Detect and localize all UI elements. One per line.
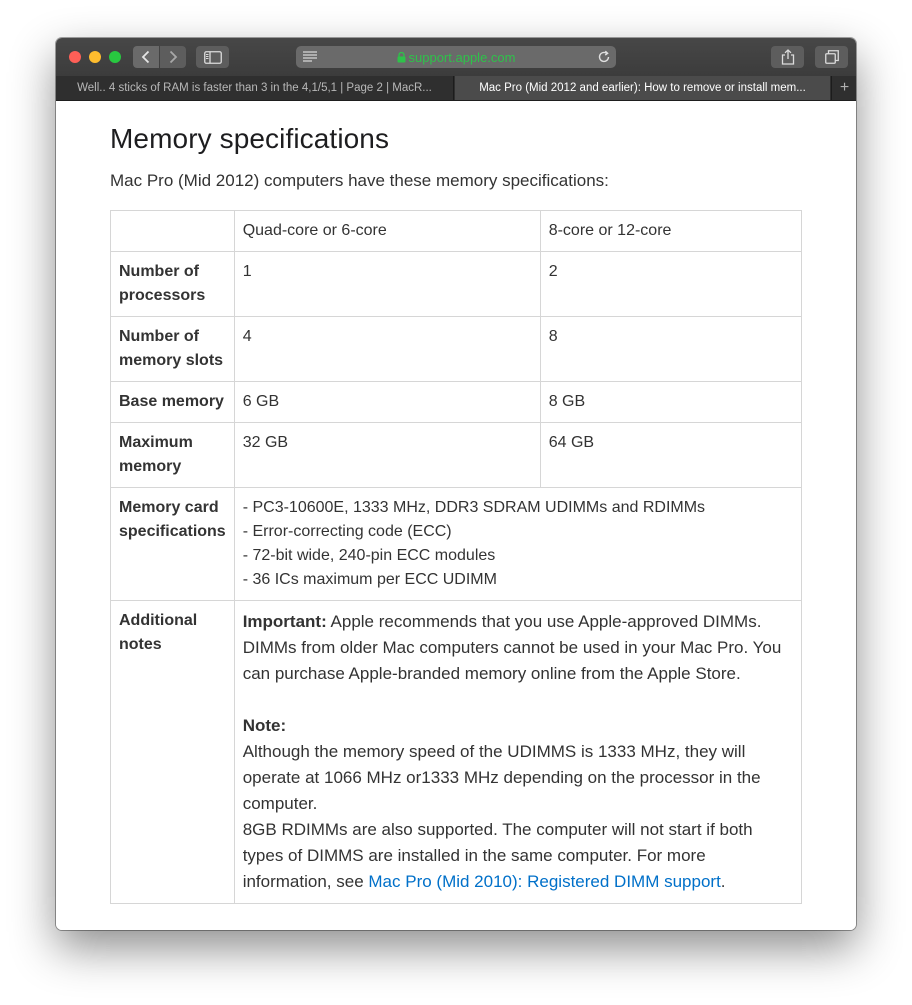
spacer — [243, 687, 793, 713]
table-row — [111, 488, 802, 601]
address-bar[interactable] — [296, 46, 616, 68]
row-label: Base memory — [111, 382, 235, 423]
row-label: Memory card specifications — [111, 488, 235, 601]
spec-line: - PC3-10600E, 1333 MHz, DDR3 SDRAM UDIMMs and RDIMMs — [242, 499, 706, 516]
lock-icon — [397, 52, 406, 63]
title-bar — [56, 38, 856, 76]
important-note — [243, 609, 793, 687]
table-cell: 8 — [540, 317, 801, 382]
row-label: Number of memory slots — [111, 317, 235, 382]
share-button[interactable] — [771, 46, 804, 68]
tab-apple-support[interactable]: Mac Pro (Mid 2012 and earlier): How to remove or install mem... — [455, 76, 830, 100]
tab-forum[interactable]: Well.. 4 sticks of RAM is faster than 3 in the 4,1/5,1 | Page 2 | MacR... — [56, 76, 454, 100]
sidebar-button[interactable] — [196, 46, 229, 68]
page-content — [56, 101, 856, 930]
forward-button[interactable] — [160, 46, 186, 68]
sidebar-icon — [204, 51, 222, 64]
note-text-2: 8GB RDIMMs are also supported. The computer will not start if both types of DIMMS are installed in the same computer. For more information, see — [242, 820, 753, 891]
table-row — [111, 601, 802, 904]
table-header-8-core: 8-core or 12-core — [540, 211, 801, 252]
tabs-overview-button[interactable] — [815, 46, 848, 68]
share-icon — [781, 49, 795, 65]
note-text-rdimm — [243, 817, 793, 895]
tabs-overview-icon — [825, 50, 839, 64]
important-text: Apple recommends that you use Apple-approved DIMMs. DIMMs from older Mac computers cannot be used in your Mac Pro. You can purchase Apple-branded memory online from the Apple Store. — [242, 612, 782, 683]
table-row — [111, 252, 802, 317]
back-button[interactable] — [133, 46, 159, 68]
table-row — [111, 382, 802, 423]
registered-dimm-link[interactable]: Mac Pro (Mid 2010): Registered DIMM support — [368, 872, 721, 891]
row-label: Number of processors — [111, 252, 235, 317]
minimize-icon[interactable] — [89, 51, 101, 63]
new-tab-button[interactable]: + — [831, 76, 856, 100]
table-cell: 1 — [234, 252, 540, 317]
browser-window — [56, 38, 856, 930]
table-cell: 4 — [234, 317, 540, 382]
spec-line: - 72-bit wide, 240-pin ECC modules — [242, 547, 496, 564]
tab-bar — [56, 76, 856, 101]
table-cell: 2 — [540, 252, 801, 317]
close-icon[interactable] — [69, 51, 81, 63]
period: . — [720, 872, 726, 891]
note-label: Note: — [242, 716, 287, 735]
important-label: Important: — [242, 612, 327, 631]
table-cell: 32 GB — [234, 423, 540, 488]
notes-cell — [234, 601, 801, 904]
table-cell: 8 GB — [540, 382, 801, 423]
table-row — [111, 317, 802, 382]
spec-line: - 36 ICs maximum per ECC UDIMM — [242, 571, 497, 588]
note-text: Although the memory speed of the UDIMMS is 1333 MHz, they will operate at 1066 MHz or1333 MHz depending on the processor in the computer. — [242, 742, 761, 813]
zoom-icon[interactable] — [109, 51, 121, 63]
url-text: support.apple.com — [408, 50, 516, 65]
chevron-left-icon — [141, 50, 151, 64]
chevron-right-icon — [168, 50, 178, 64]
spec-line: - Error-correcting code (ECC) — [242, 523, 452, 540]
table-header-quad-core: Quad-core or 6-core — [234, 211, 540, 252]
memory-spec-table — [110, 210, 802, 904]
table-header-row — [111, 211, 802, 252]
note-heading — [243, 713, 793, 739]
table-cell — [234, 488, 801, 601]
reload-icon[interactable] — [597, 50, 611, 64]
table-cell: 6 GB — [234, 382, 540, 423]
page-title: Memory specifications — [110, 123, 390, 154]
table-row — [111, 423, 802, 488]
url-display[interactable] — [296, 50, 616, 65]
row-label: Additional notes — [111, 601, 235, 904]
table-header-corner — [111, 211, 235, 252]
table-cell: 64 GB — [540, 423, 801, 488]
intro-text: Mac Pro (Mid 2012) computers have these memory specifications: — [110, 171, 609, 190]
row-label: Maximum memory — [111, 423, 235, 488]
